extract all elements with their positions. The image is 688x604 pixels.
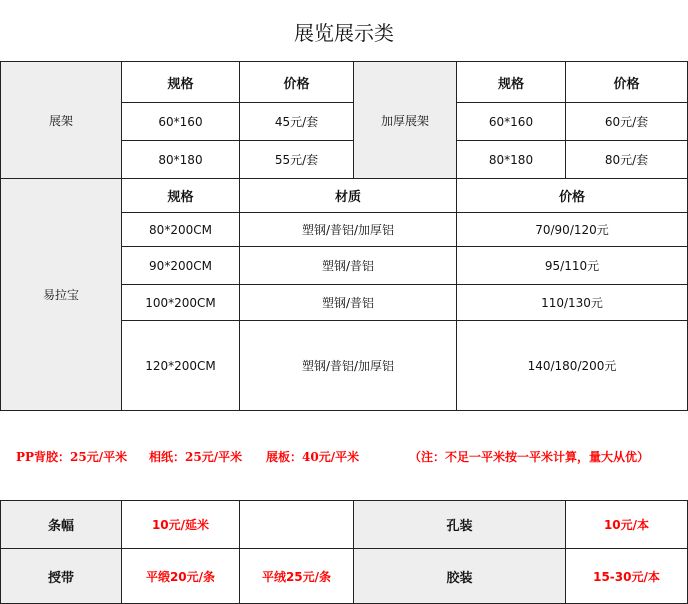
spec-cell: 120*200CM (122, 321, 239, 410)
display-rack-label: 展架 (1, 62, 121, 178)
glue-binding-price: 15-30元/本 (566, 549, 687, 603)
rollup-table (0, 178, 688, 411)
photo-paper-note: 相纸：25元/平米 (149, 450, 243, 464)
material-cell: 塑钢/普铝 (240, 247, 456, 284)
header-material: 材质 (240, 179, 456, 212)
board-note: 展板：40元/平米 (266, 450, 360, 464)
spec-cell: 60*160 (122, 103, 239, 140)
banner-label: 条幅 (1, 501, 121, 548)
page-title: 展览展示类 (294, 20, 394, 45)
sash-velvet-price: 平绒25元/条 (240, 549, 353, 603)
misc-table (0, 500, 688, 604)
material-cell: 塑钢/普铝/加厚铝 (240, 321, 456, 410)
spec-cell: 60*160 (457, 103, 565, 140)
spec-cell: 80*200CM (122, 213, 239, 246)
pricing-notes (16, 446, 676, 466)
pp-note: PP背胶：25元/平米 (16, 450, 128, 464)
price-cell: 60元/套 (566, 103, 687, 140)
thick-rack-label: 加厚展架 (354, 62, 456, 178)
remark-note: （注：不足一平米按一平米计算，量大从优） (409, 450, 650, 464)
header-spec-left: 规格 (122, 62, 239, 102)
spec-cell: 80*180 (457, 141, 565, 178)
price-cell: 110/130元 (457, 285, 687, 320)
spec-cell: 100*200CM (122, 285, 239, 320)
glue-binding-label: 胶装 (354, 549, 565, 603)
display-rack-table (0, 61, 688, 179)
hole-binding-price: 10元/本 (566, 501, 687, 548)
spec-cell: 90*200CM (122, 247, 239, 284)
material-cell: 塑钢/普铝/加厚铝 (240, 213, 456, 246)
hole-binding-label: 孔装 (354, 501, 565, 548)
material-cell: 塑钢/普铝 (240, 285, 456, 320)
price-cell: 80元/套 (566, 141, 687, 178)
empty-cell (240, 501, 353, 548)
sash-satin-price: 平缎20元/条 (122, 549, 239, 603)
price-cell: 55元/套 (240, 141, 353, 178)
header-price-right: 价格 (566, 62, 687, 102)
spec-cell: 80*180 (122, 141, 239, 178)
header-price: 价格 (457, 179, 687, 212)
price-cell: 70/90/120元 (457, 213, 687, 246)
price-cell: 95/110元 (457, 247, 687, 284)
price-cell: 45元/套 (240, 103, 353, 140)
header-spec-right: 规格 (457, 62, 565, 102)
banner-price: 10元/延米 (122, 501, 239, 548)
header-spec: 规格 (122, 179, 239, 212)
header-price-left: 价格 (240, 62, 353, 102)
rollup-label: 易拉宝 (1, 179, 121, 410)
price-cell: 140/180/200元 (457, 321, 687, 410)
sash-label: 授带 (1, 549, 121, 603)
